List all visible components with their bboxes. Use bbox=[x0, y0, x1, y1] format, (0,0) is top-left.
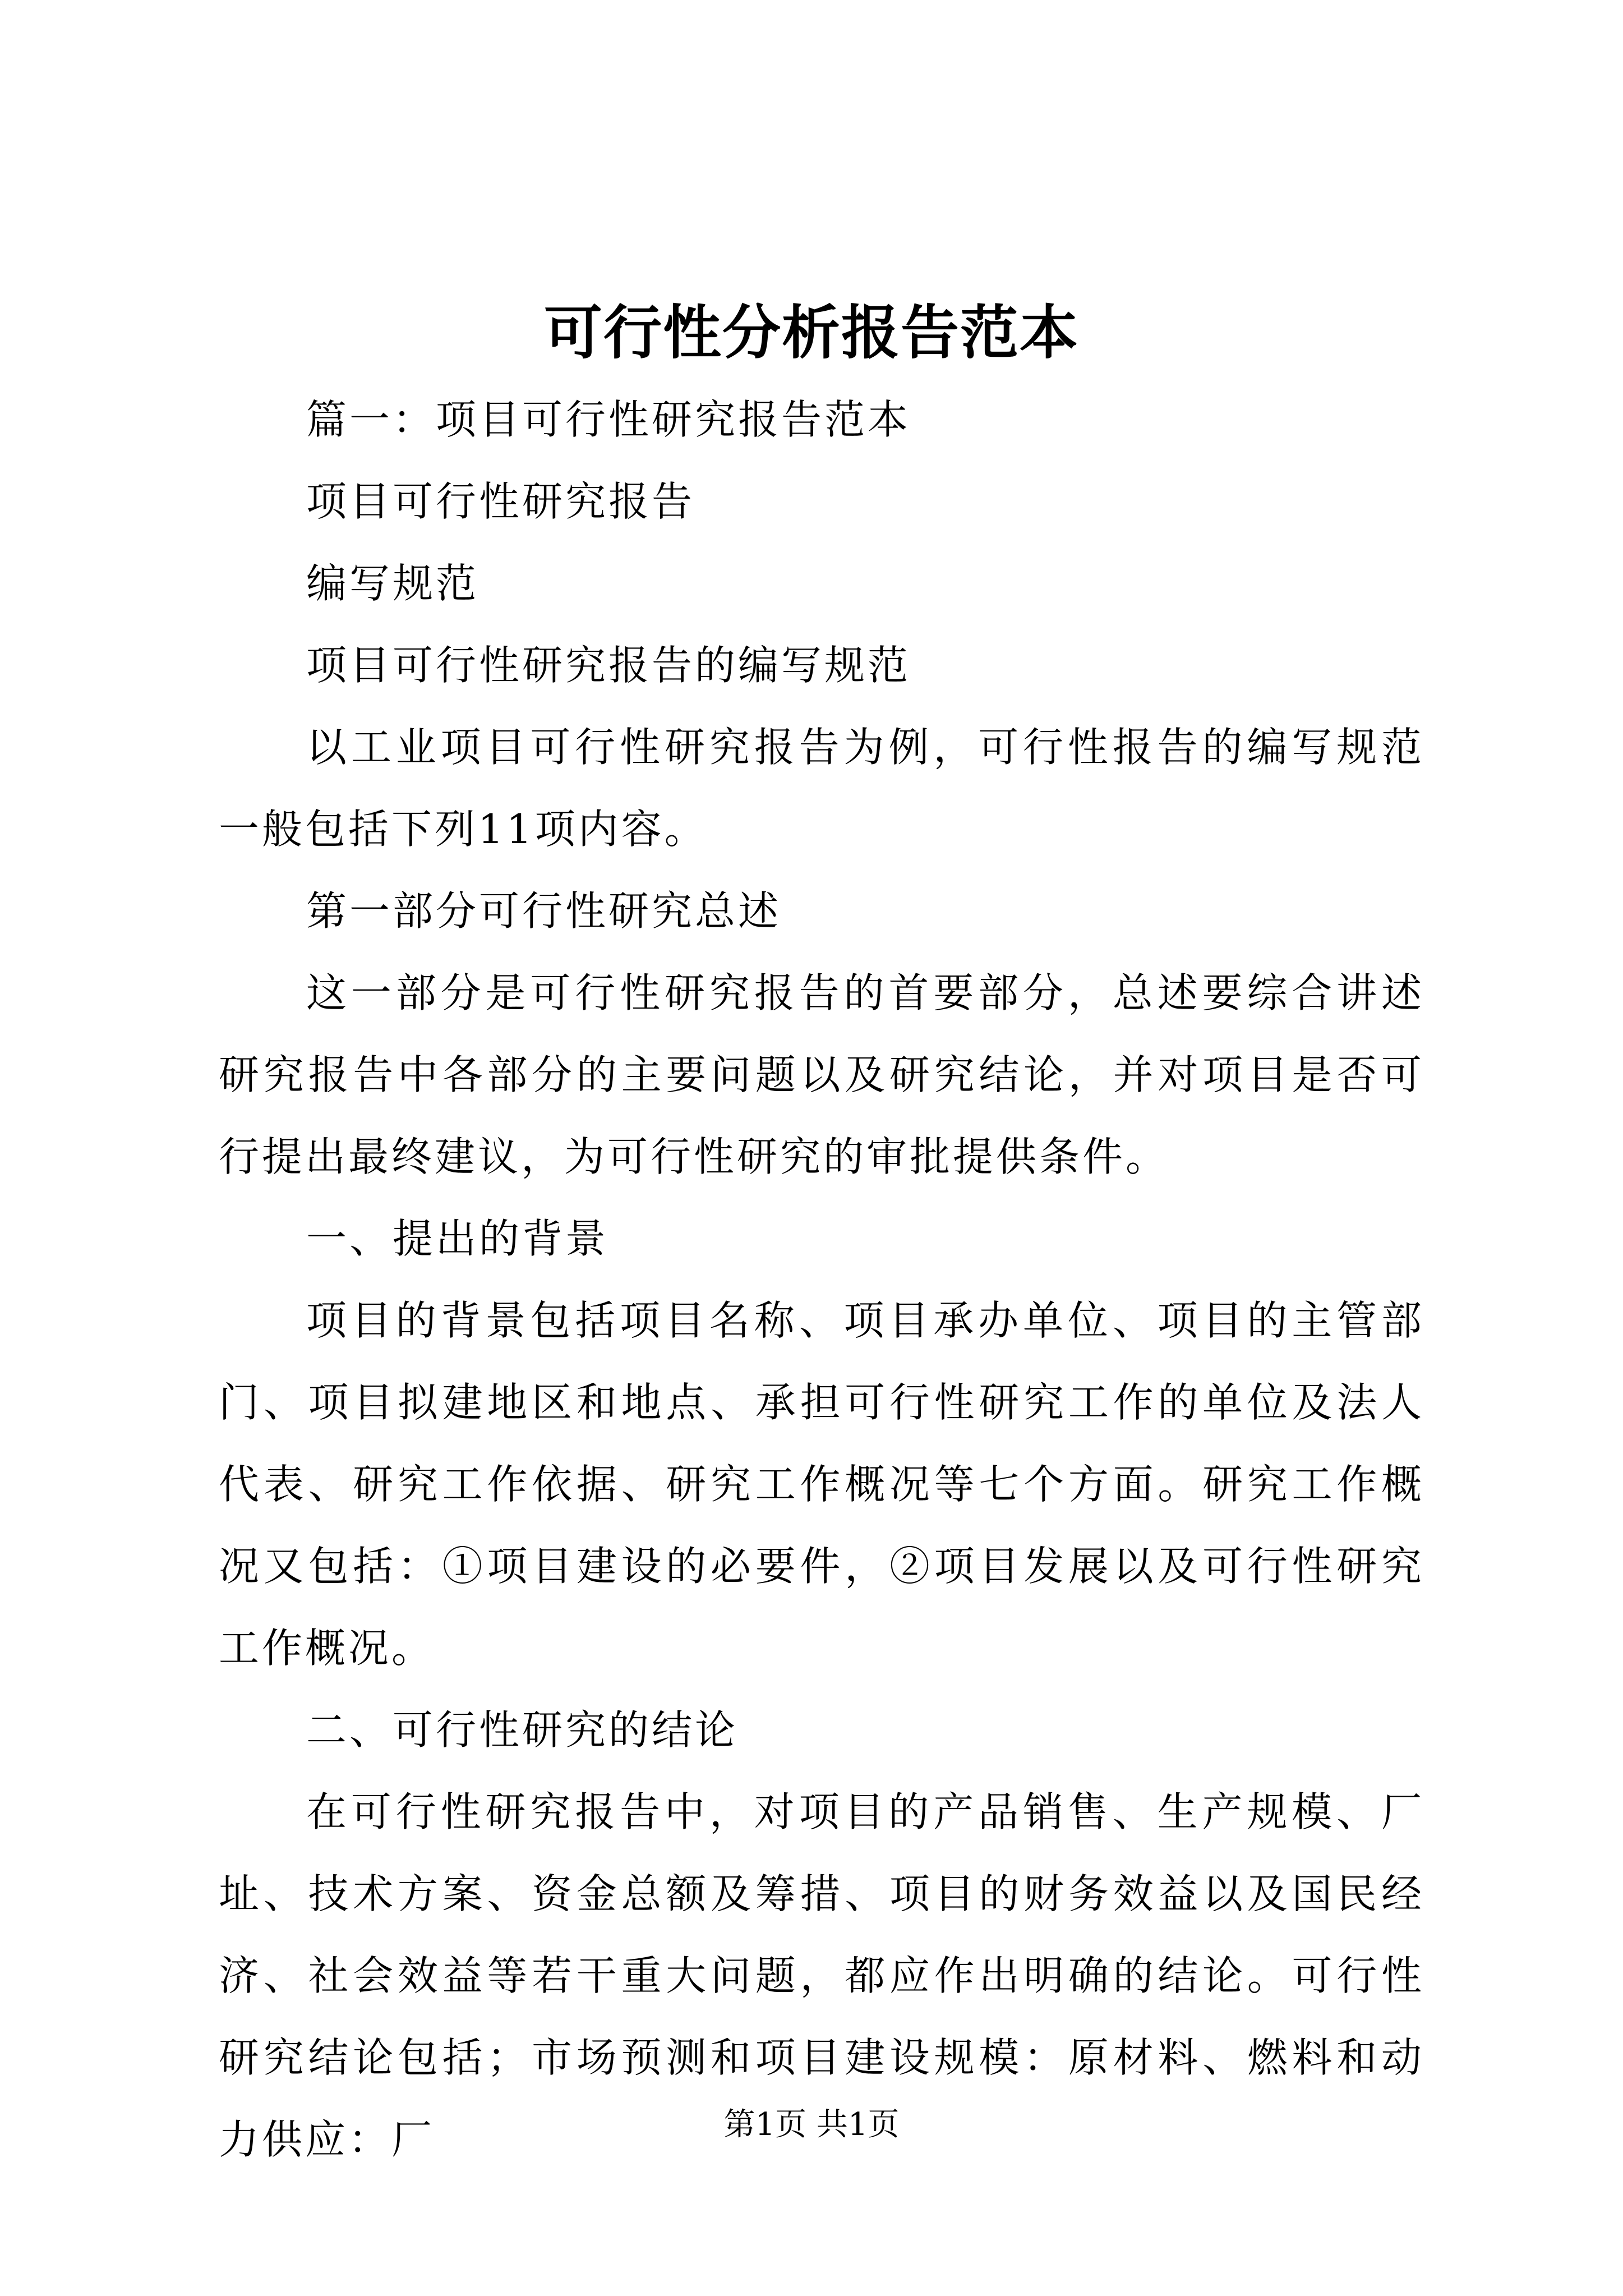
paragraph-intro: 以工业项目可行性研究报告为例，可行性报告的编写规范一般包括下列11项内容。 bbox=[219, 724, 1424, 853]
section-heading-part-one: 第一部分可行性研究总述 bbox=[306, 887, 782, 935]
section-heading-conclusion: 二、可行性研究的结论 bbox=[306, 1706, 739, 1754]
document-body bbox=[219, 379, 1424, 2180]
paragraph-heading-4: 项目可行性研究报告的编写规范 bbox=[306, 642, 911, 689]
paragraph-part-one-summary: 这一部分是可行性研究报告的首要部分，总述要综合讲述研究报告中各部分的主要问题以及研究结论，并对项目是否可行提出最终建议，为可行性研究的审批提供条件。 bbox=[219, 969, 1424, 1180]
page-footer: 第1页 共1页 bbox=[723, 2106, 900, 2143]
paragraph-background: 项目的背景包括项目名称、项目承办单位、项目的主管部门、项目拟建地区和地点、承担可行性研究工作的单位及法人代表、研究工作依据、研究工作概况等七个方面。研究工作概况又包括：①项目建设的必要件，②项目发展以及可行性研究工作概况。 bbox=[219, 1297, 1424, 1672]
paragraph-heading-3: 编写规范 bbox=[306, 560, 479, 607]
paragraph-conclusion: 在可行性研究报告中，对项目的产品销售、生产规模、厂址、技术方案、资金总额及筹措、项目的财务效益以及国民经济、社会效益等若干重大问题，都应作出明确的结论。可行性研究结论包括；市场预测和项目建设规模：原材料、燃料和动力供应：厂 bbox=[219, 1788, 1424, 2163]
document-title: 可行性分析报告范本 bbox=[543, 298, 1079, 367]
section-heading-background: 一、提出的背景 bbox=[306, 1215, 609, 1262]
paragraph-heading-2: 项目可行性研究报告 bbox=[306, 478, 695, 525]
paragraph-heading-1: 篇一：项目可行性研究报告范本 bbox=[306, 396, 911, 443]
